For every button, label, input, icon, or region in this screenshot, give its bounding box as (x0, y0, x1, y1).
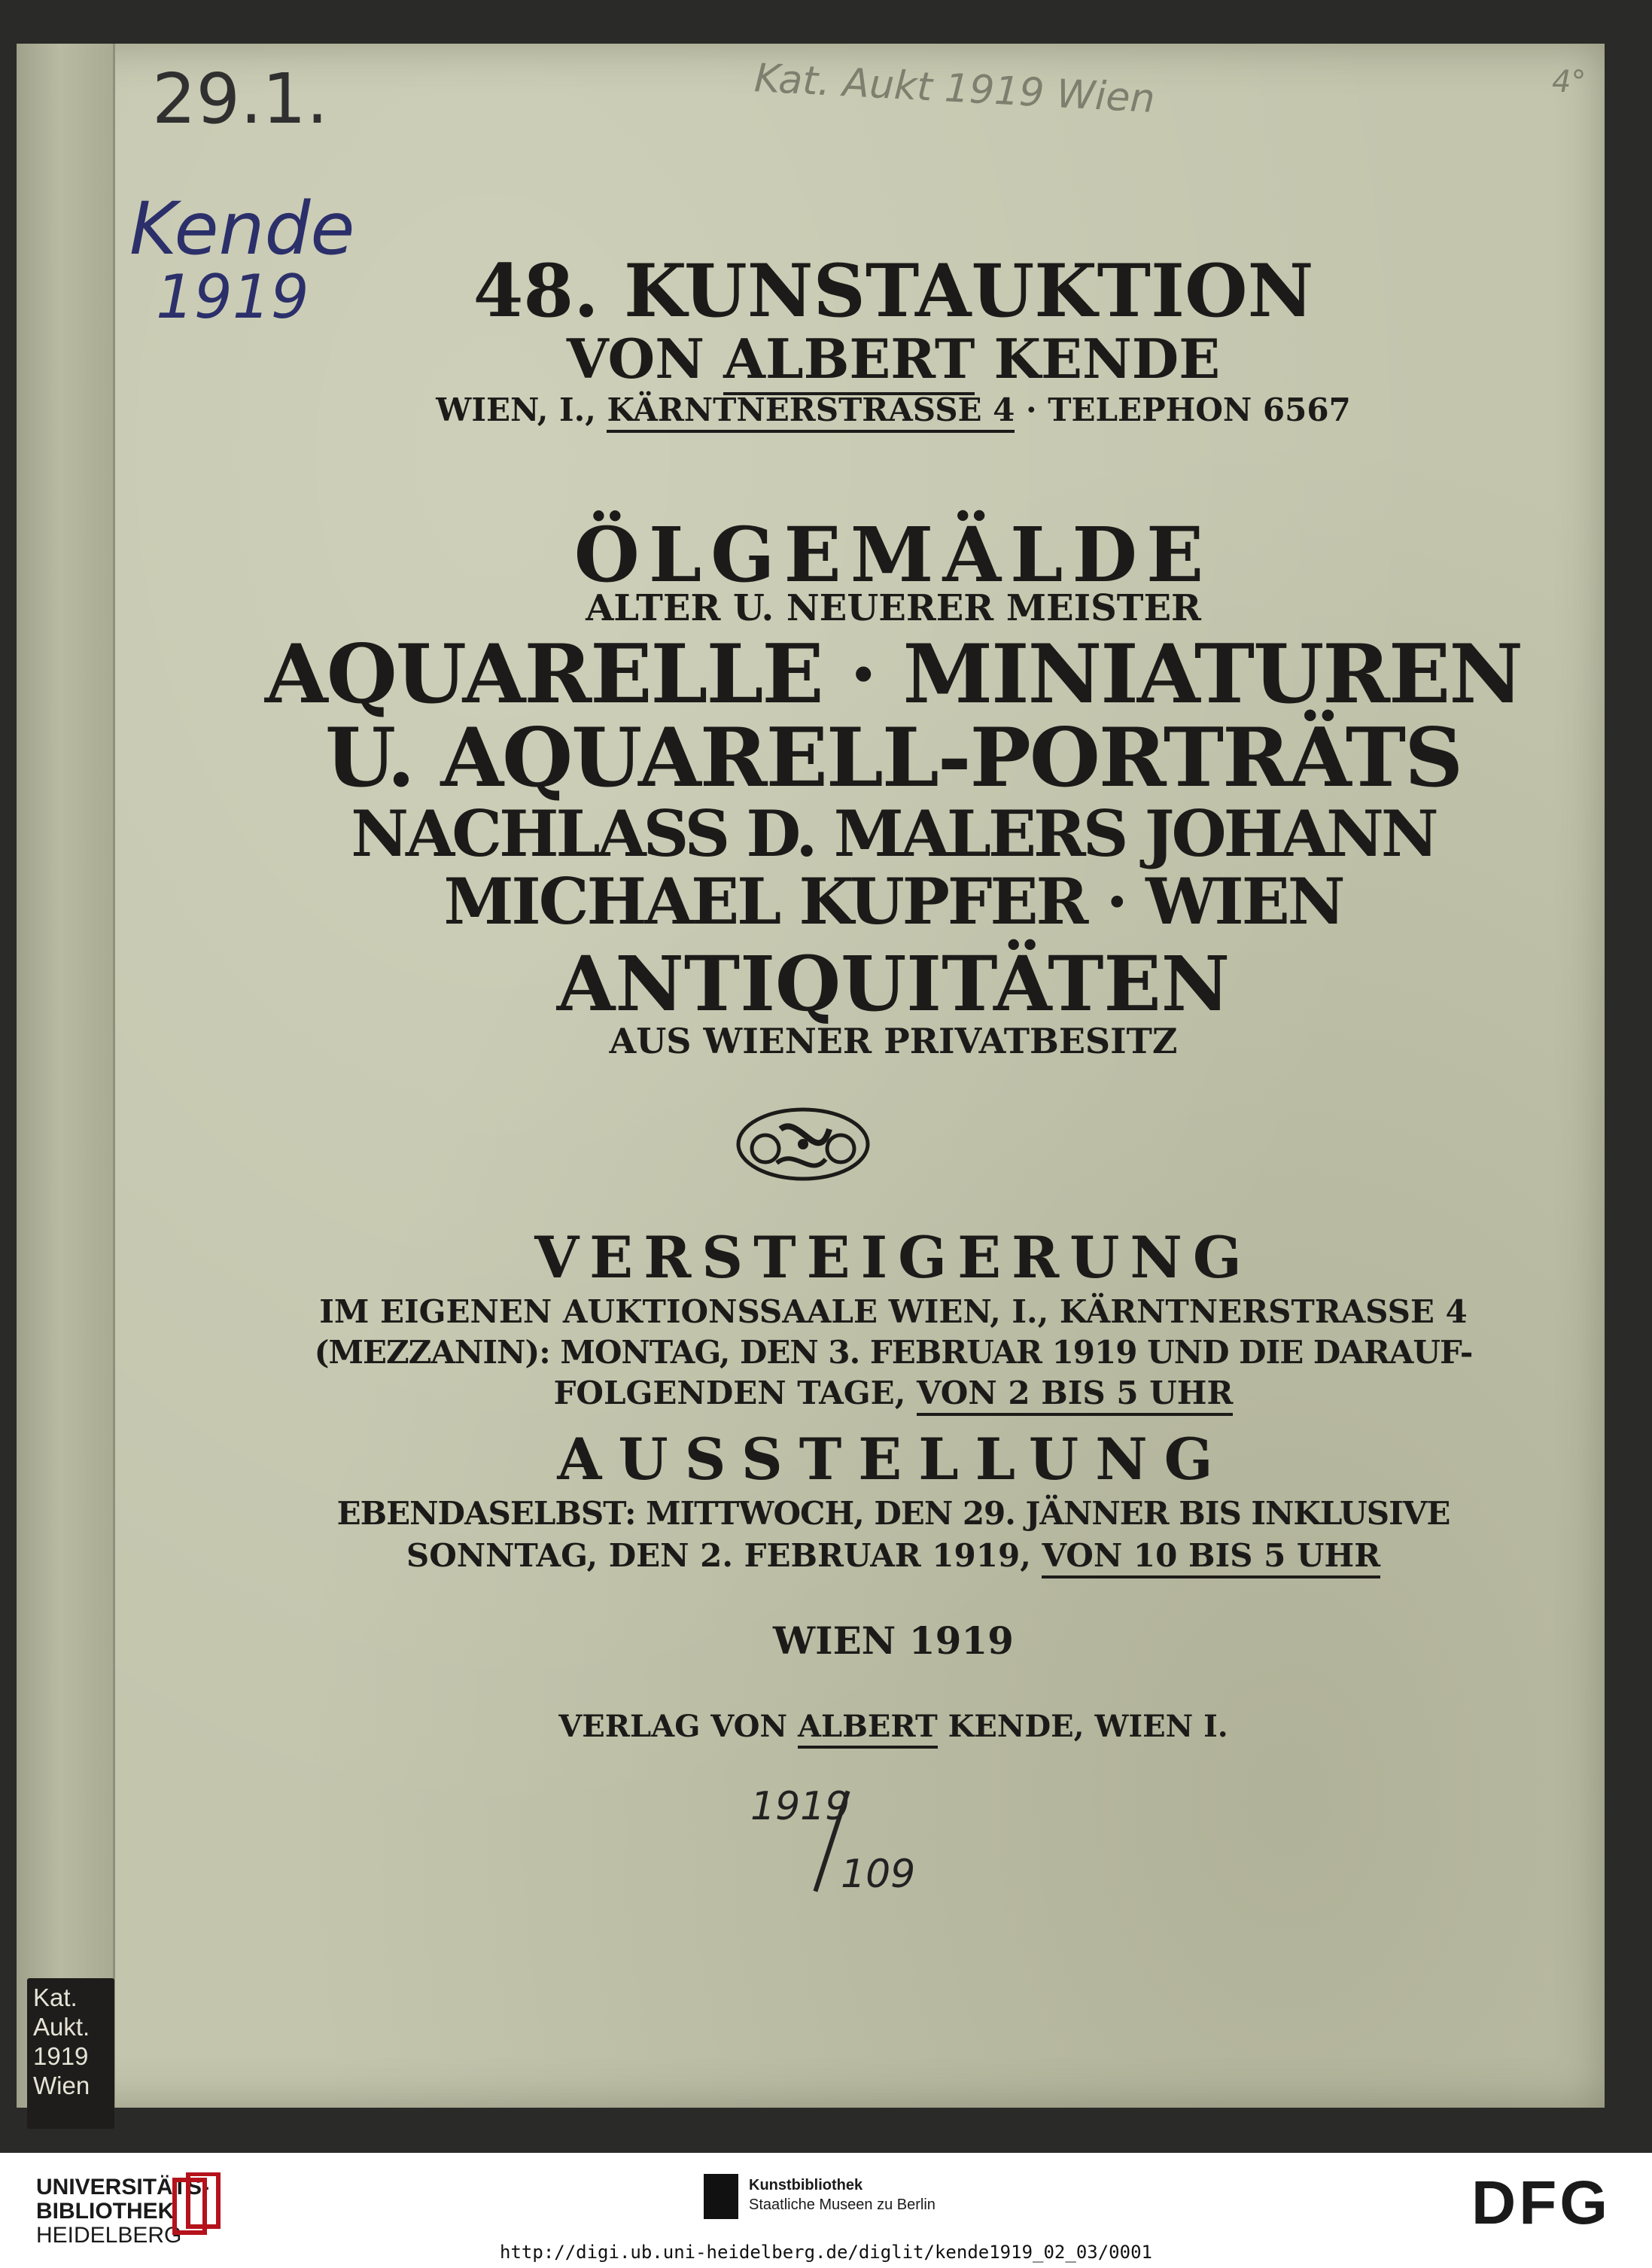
address-phone: · TELEPHON 6567 (1015, 391, 1351, 428)
spine-catalog-label (27, 1978, 114, 2129)
ausstellung-heading: AUSSTELLUNG (557, 1426, 1230, 1493)
handwritten-name: Kende (129, 187, 355, 271)
contents-privatbesitz: AUS WIENER PRIVATBESITZ (609, 1021, 1178, 1061)
handwritten-number: 29.1. (152, 59, 329, 139)
ub-line2: BIBLIOTHEK (36, 2199, 175, 2224)
publisher-prefix: VERLAG VON (558, 1709, 798, 1744)
contents-oelgemaelde: ÖLGEMÄLDE (573, 510, 1213, 599)
kb-line1: Kunstbibliothek (749, 2177, 863, 2193)
auctioneer-line (99, 327, 1652, 391)
contents-nachlass: NACHLASS D. MALERS JOHANN (351, 796, 1436, 871)
contents-kupfer: MICHAEL KUPFER · WIEN (443, 864, 1343, 939)
versteigerung-line2: (MEZZANIN): MONTAG, DEN 3. FEBRUAR 1919 UND DIE DARAUF- (314, 1334, 1473, 1371)
ub-emblem-icon (172, 2172, 224, 2236)
shelf-mark-top: 1919 (750, 1784, 850, 1829)
auctioneer-first-name: ALBERT (723, 327, 975, 395)
contents-portraets: U. AQUARELL-PORTRÄTS (324, 711, 1462, 805)
page-url[interactable]: http://digi.ub.uni-heidelberg.de/diglit/kende1919_02_03/0001 (500, 2242, 1152, 2263)
pencil-note-right: 4° (1552, 65, 1587, 99)
spine-label-line: Wien (33, 2072, 90, 2099)
address-prefix: WIEN, I., (436, 391, 607, 428)
versteigerung-line3 (99, 1374, 1652, 1411)
dfg-logo[interactable]: DFG (1471, 2169, 1611, 2237)
ausstellung-line2 (99, 1537, 1652, 1574)
scanned-cover-page (17, 44, 1605, 2108)
versteigerung-heading: VERSTEIGERUNG (534, 1224, 1252, 1291)
address-line (99, 391, 1652, 428)
versteigerung-time: VON 2 BIS 5 UHR (917, 1374, 1233, 1416)
pencil-note-top: Kat. Aukt 1919 Wien (753, 56, 1157, 122)
kb-line2: Staatliche Museen zu Berlin (749, 2196, 936, 2213)
spine-label-line: Kat. (33, 1983, 78, 2011)
auctioneer-last-name: KENDE (975, 327, 1221, 391)
place-year: WIEN 1919 (773, 1618, 1014, 1663)
contents-aquarelle: AQUARELLE · MINIATUREN (264, 627, 1523, 722)
ub-line1: UNIVERSITÄTS- (36, 2175, 210, 2200)
kunstbibliothek-logo[interactable] (749, 2175, 936, 2215)
spine-label-line: 1919 (33, 2042, 89, 2070)
ub-line3: HEIDELBERG (36, 2223, 182, 2248)
ausstellung-line1: EBENDASELBST: MITTWOCH, DEN 29. JÄNNER BIS INKLUSIVE (336, 1495, 1450, 1532)
viewer-footer (0, 2153, 1652, 2268)
publisher-first-name: ALBERT (798, 1709, 938, 1749)
handwritten-year: 1919 (156, 262, 309, 332)
kunstbibliothek-emblem-icon (704, 2174, 738, 2219)
publisher-line (99, 1709, 1652, 1744)
versteigerung-line3-text: FOLGENDEN TAGE, (553, 1374, 917, 1411)
spine-label-line: Aukt. (33, 2013, 90, 2041)
ausstellung-line2-text: SONNTAG, DEN 2. FEBRUAR 1919, (406, 1537, 1042, 1574)
auction-title: 48. KUNSTAUKTION (473, 248, 1314, 333)
publisher-rest: KENDE, WIEN I. (937, 1709, 1228, 1744)
shelf-mark-bottom: 109 (841, 1852, 916, 1897)
ausstellung-time: VON 10 BIS 5 UHR (1042, 1537, 1380, 1578)
ornament-vignette (735, 1107, 871, 1182)
contents-antiquitaeten: ANTIQUITÄTEN (556, 939, 1231, 1028)
contents-meister: ALTER U. NEUERER MEISTER (586, 587, 1201, 629)
ornament-icon (735, 1107, 871, 1182)
versteigerung-line1: IM EIGENEN AUKTIONSSAALE WIEN, I., KÄRNTNERSTRASSE 4 (319, 1293, 1468, 1330)
auctioneer-prefix: VON (566, 327, 724, 391)
address-street: KÄRNTNERSTRASSE 4 (607, 391, 1015, 433)
